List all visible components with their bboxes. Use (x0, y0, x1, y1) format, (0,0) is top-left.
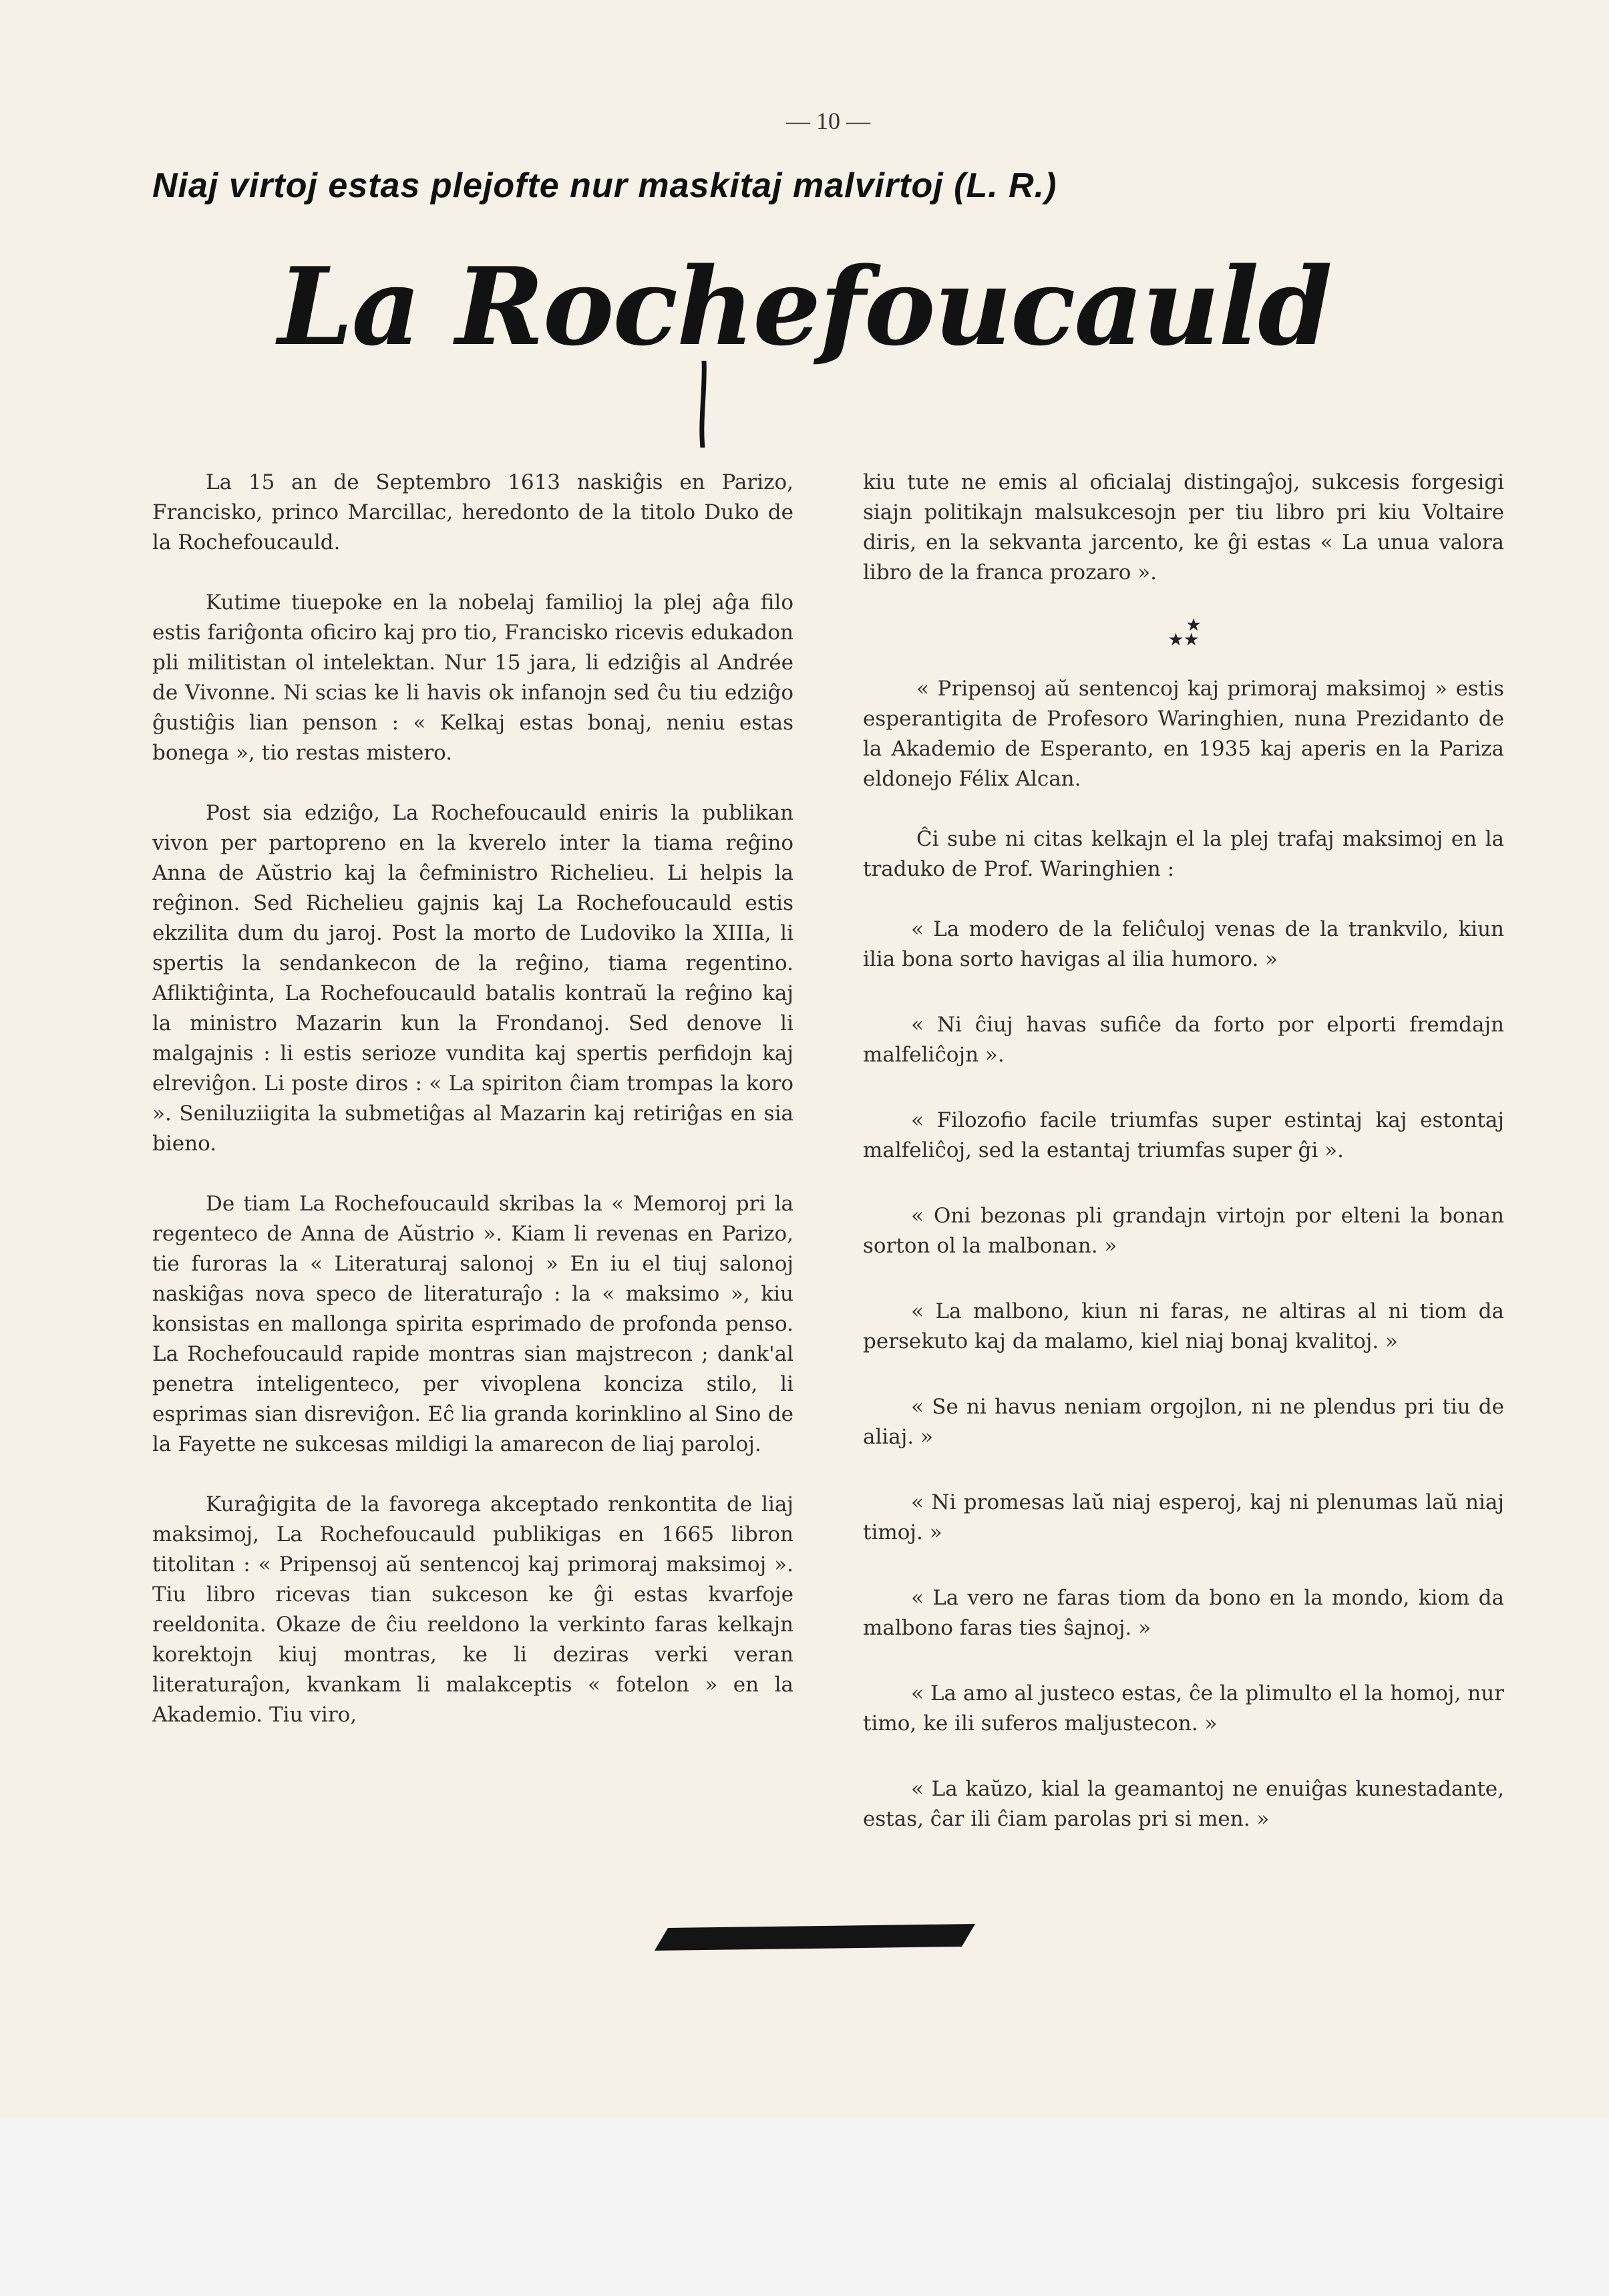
paragraph: Post sia edziĝo, La Rochefoucauld eniris la publikan vivon per partopreno en la kverelo inter la tiama reĝino Anna de Aŭstrio kaj la ĉefministro Richelieu. Li helpis la reĝinon. Sed Richelieu gajnis kaj La Rochefoucauld estis ekzilita dum du jaroj. Post la morto de Ludoviko la XIIIa, li spertis la sendankecon de la reĝino, tiama regentino. Afliktiĝinta, La Rochefoucauld batalis kontraŭ la reĝino kaj la ministro Mazarin kun la Frondanoj. Sed denove li malgajnis : li estis serioze vundita kaj spertis perfidojn kaj elreviĝon. Li poste diros : « La spiriton ĉiam trompas la koro ». Seniluziigita la submetiĝas al Mazarin kaj retiriĝas en sia bieno. (152, 801, 793, 1156)
right-column (863, 468, 1504, 1870)
article-title: La Rochefoucauld (277, 244, 1332, 369)
title-flourish-icon (695, 361, 712, 448)
maxim-quote: « Se ni havus neniam orgojlon, ni ne plendus pri tiu de aliaj. » (863, 1395, 1504, 1449)
asterism-separator (863, 615, 1504, 650)
paragraph: kiu tute ne emis al oficialaj distingaĵoj, sukcesis forgesigi siajn politikajn malsukcesojn per tiu libro pri kiu Voltaire diris, en la sekvanta jarcento, ke ĝi estas « La unua valora libro de la franca prozaro ». (863, 470, 1504, 585)
paragraph: « Pripensoj aŭ sentencoj kaj primoraj maksimoj » estis esperantigita de Profesoro Waringhien, nuna Prezidanto de la Akademio de Esperanto, en 1935 kaj aperis en la Pariza eldonejo Félix Alcan. (863, 677, 1504, 791)
paragraph: La 15 an de Septembro 1613 naskiĝis en Parizo, Francisko, princo Marcillac, heredonto de la titolo Duko de la Rochefoucauld. (152, 470, 793, 554)
maxim-quote: « La malbono, kiun ni faras, ne altiras al ni tiom da persekuto kaj da malamo, kiel niaj bonaj kvalitoj. » (863, 1299, 1504, 1353)
maxim-quote: « Ni ĉiuj havas sufiĉe da forto por elporti fremdajn malfeliĉojn ». (863, 1013, 1504, 1067)
maxim-quote: « La kaŭzo, kial la geamantoj ne enuiĝas kunestadante, estas, ĉar ili ĉiam parolas pri si men. » (863, 1777, 1504, 1831)
paragraph: Kuraĝigita de la favorega akceptado renkontita de liaj maksimoj, La Rochefoucauld publikigas en 1665 libron titolitan : « Pripensoj aŭ sentencoj kaj primoraj maksimoj ». Tiu libro ricevas tian sukceson ke ĝi estas kvarfoje reeldonita. Okaze de ĉiu reeldono la verkinto faras kelkajn korektojn kiuj montras, ke li deziras verki veran literaturaĵon, kvankam li malakceptis « fotelon » en la Akademio. Tiu viro, (152, 1492, 793, 1727)
end-separator-bar (655, 1924, 975, 1951)
maxim-quote: « Oni bezonas pli grandajn virtojn por elteni la bonan sorton ol la malbonan. » (863, 1204, 1504, 1258)
maxim-quote: « Ni promesas laŭ niaj esperoj, kaj ni plenumas laŭ niaj timoj. » (863, 1490, 1504, 1544)
paragraph: Ĉi sube ni citas kelkajn el la plej trafaj maksimoj en la traduko de Prof. Waringhien : (863, 827, 1504, 881)
maxim-quote: « La vero ne faras tiom da bono en la mondo, kiom da malbono faras ties ŝajnoj. » (863, 1586, 1504, 1640)
maxim-quote: « La modero de la feliĉuloj venas de la trankvilo, kiun ilia bona sorto havigas al ilia humoro. » (863, 917, 1504, 971)
page-number: — 10 — (786, 108, 870, 134)
left-column (152, 468, 793, 1760)
star-icon: ★ (1186, 615, 1202, 635)
maxim-quote: « La amo al justeco estas, ĉe la plimulto el la homoj, nur timo, ke ili suferos maljustecon. » (863, 1681, 1504, 1736)
paragraph: Kutime tiuepoke en la nobelaj familioj la plej aĝa filo estis fariĝonta oficiro kaj pro tio, Francisko ricevis edukadon pli militistan ol intelektan. Nur 15 jara, li edziĝis al Andrée de Vivonne. Ni scias ke li havis ok infanojn sed ĉu tiu edziĝo ĝustiĝis lian penson : « Kelkaj estas bonaj, neniu estas bonega », tio restas mistero. (152, 591, 793, 765)
page-bottom-edge (0, 2118, 1609, 2296)
epigraph: Niaj virtoj estas plejofte nur maskitaj malvirtoj (L. R.) (152, 166, 1057, 205)
paragraph: De tiam La Rochefoucauld skribas la « Memoroj pri la regenteco de Anna de Aŭstrio ». Kiam li revenas en Parizo, tie furoras la « Literaturaj salonoj » En iu el tiuj salonoj naskiĝas nova speco de literaturaĵo : la « maksimo », kiu konsistas en mallonga spirita esprimado de profonda penso. La Rochefoucauld rapide montras sian majstrecon ; dank'al penetra inteligenteco, per vivoplena konciza stilo, li esprimas sian disreviĝon. Eĉ lia granda korinklino al Sino de la Fayette ne sukcesas mildigi la amarecon de liaj paroloj. (152, 1192, 793, 1456)
star-icon: ★★ (1168, 630, 1200, 650)
maxim-quote: « Filozofio facile triumfas super estintaj kaj estontaj malfeliĉoj, sed la estantaj triumfas super ĝi ». (863, 1108, 1504, 1162)
